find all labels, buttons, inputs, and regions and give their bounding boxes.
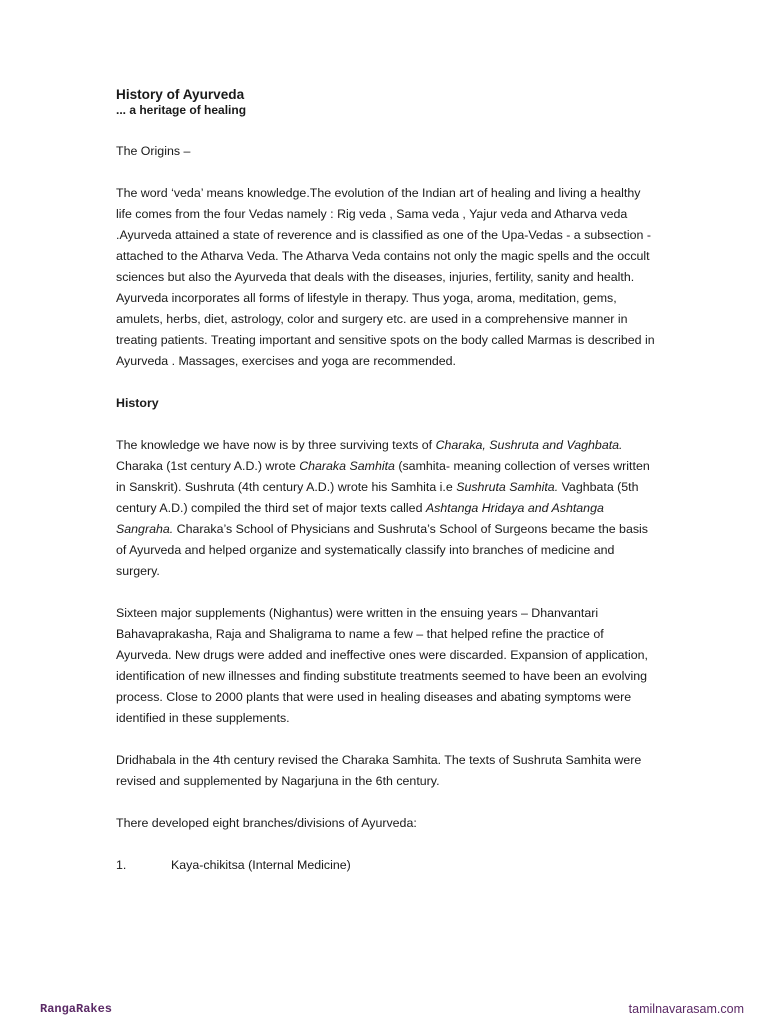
document-title: History of Ayurveda <box>116 87 245 102</box>
origins-heading: The Origins – <box>116 144 191 158</box>
history-text: Charaka’s School of Physicians and Sushruta’s School of Surgeons became the basis of Ayurveda and helped organize and systematically classify into branches of medicine and surgery. <box>116 522 648 578</box>
list-item-number: 1. <box>116 858 127 872</box>
document-subtitle: ... a heritage of healing <box>116 103 247 117</box>
history-text: (samhita- meaning collection of verses written in Sanskrit). Sushruta (4th century A.D.) wrote his Samhita i.e <box>116 459 650 494</box>
history-paragraph-1 <box>116 435 656 582</box>
footer-site: tamilnavarasam.com <box>628 1002 744 1016</box>
history-text: The knowledge we have now is by three surviving texts of <box>116 438 436 452</box>
branches-intro: There developed eight branches/divisions of Ayurveda: <box>116 816 417 830</box>
origins-paragraph-2: Ayurveda incorporates all forms of lifestyle in therapy. Thus yoga, aroma, meditation, gems, amulets, herbs, diet, astrology, color and surgery etc. are used in a comprehensive manner in treating patients. Treating important and sensitive spots on the body called Marmas is described in Ayurveda . Massages, exercises and yoga are recommended. <box>116 291 655 368</box>
history-heading: History <box>116 396 159 410</box>
footer-author: RangaRakes <box>40 1002 113 1016</box>
history-italic-text: Sushruta Samhita. <box>456 480 559 494</box>
origins-paragraph-1: The word ‘veda’ means knowledge.The evolution of the Indian art of healing and living a healthy life comes from the four Vedas namely : Rig veda , Sama veda , Yajur veda and Atharva veda .Ayurveda attained a state of reverence and is classified as one of the Upa-Vedas - a subsection - attached to the Atharva Veda. The Atharva Veda contains not only the magic spells and the occult sciences but also the Ayurveda that deals with the diseases, injuries, fertility, sanity and health. <box>116 186 651 284</box>
history-text: Vaghbata (5th century A.D.) compiled the third set of major texts called <box>116 480 639 515</box>
document-body <box>116 86 656 876</box>
history-paragraph-2: Sixteen major supplements (Nighantus) were written in the ensuing years – Dhanvantari Bahavaprakasha, Raja and Shaligrama to name a few – that helped refine the practice of Ayurveda. New drugs were added and ineffective ones were discarded. Expansion of application, identification of new illnesses and finding substitute treatments seemed to have been an evolving process. Close to 2000 plants that were used in healing diseases and abating symptoms were identified in these supplements. <box>116 606 648 725</box>
list-item <box>116 855 656 876</box>
history-text: Charaka (1st century A.D.) wrote <box>116 459 300 473</box>
history-italic-text: Charaka, Sushruta and Vaghbata. <box>435 438 623 452</box>
history-italic-text: Ashtanga Hridaya and Ashtanga Sangraha. <box>116 501 604 536</box>
history-paragraph-3: Dridhabala in the 4th century revised the Charaka Samhita. The texts of Sushruta Samhita were revised and supplemented by Nagarjuna in the 6th century. <box>116 753 642 788</box>
history-italic-text: Charaka Samhita <box>299 459 395 473</box>
list-item-label: Kaya-chikitsa (Internal Medicine) <box>171 858 351 872</box>
